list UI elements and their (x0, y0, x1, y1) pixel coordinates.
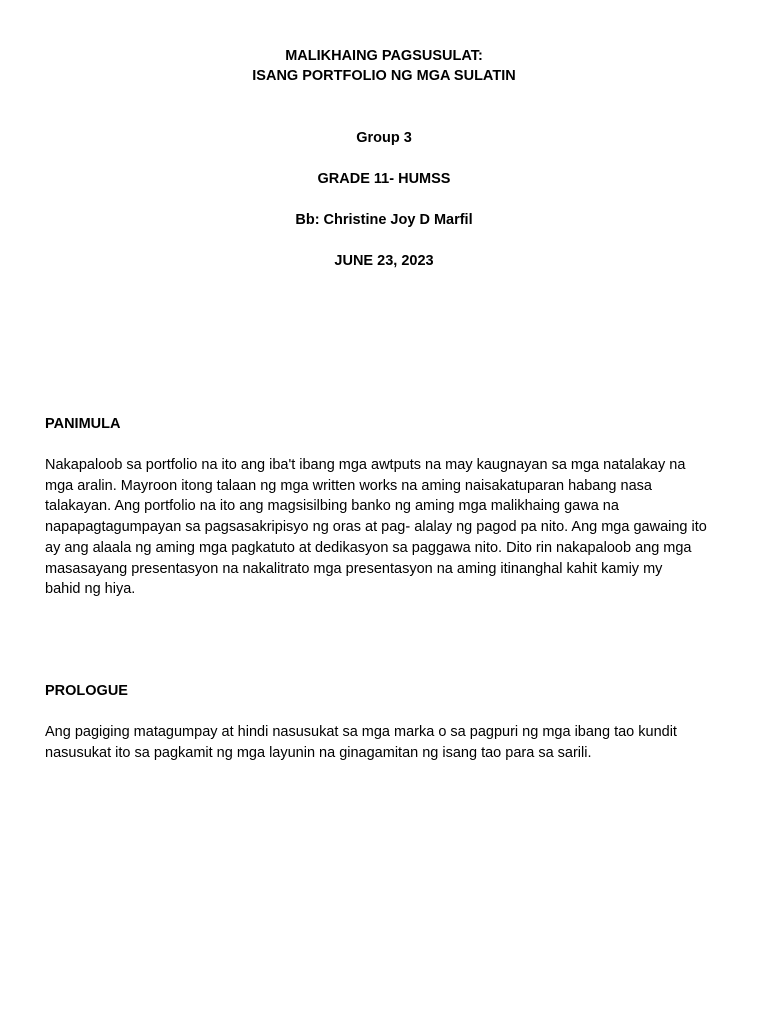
group-label: Group 3 (356, 130, 412, 146)
paragraph-line: bahid ng hiya. (45, 581, 136, 598)
paragraph-line: masasayang presentasyon na nakalitrato mga presentasyon na aming itinanghal kahit kamiy my (45, 560, 663, 577)
paragraph-line: ay ang alaala ng aming mga pagkatuto at dedikasyon sa paggawa nito. Dito rin nakapaloob ang mga (45, 539, 692, 556)
paragraph-line: Ang pagiging matagumpay at hindi nasusukat sa mga marka o sa pagpuri ng mga ibang tao kundit (45, 724, 677, 740)
paragraph-line: Nakapaloob sa portfolio na ito ang iba't ibang mga awtputs na may kaugnayan sa mga natalakay na (45, 457, 686, 473)
panimula-paragraph (45, 455, 725, 600)
paragraph-line: nasusukat ito sa pagkamit ng mga layunin na ginagamitan ng isang tao para sa sarili. (45, 744, 592, 761)
title-line-2: ISANG PORTFOLIO NG MGA SULATIN (252, 68, 516, 84)
teacher-label: Bb: Christine Joy D Marfil (295, 212, 473, 228)
paragraph-line: napapagtagumpayan sa pagsasakripisyo ng oras at pag- alalay ng pagod pa nito. Ang mga gawaing ito (45, 519, 707, 536)
panimula-heading: PANIMULA (45, 416, 121, 432)
prologue-heading: PROLOGUE (45, 683, 128, 699)
paragraph-line: mga aralin. Mayroon itong talaan ng mga written works na aming naisakatuparan habang nasa (45, 477, 652, 494)
document-title (0, 46, 768, 86)
prologue-paragraph (45, 722, 725, 763)
date-label: JUNE 23, 2023 (334, 253, 434, 269)
grade-label: GRADE 11- HUMSS (317, 171, 451, 187)
title-line-1: MALIKHAING PAGSUSULAT: (285, 48, 483, 64)
paragraph-line: talakayan. Ang portfolio na ito ang magsisilbing banko ng aming mga malikhaing gawa na (45, 498, 619, 515)
